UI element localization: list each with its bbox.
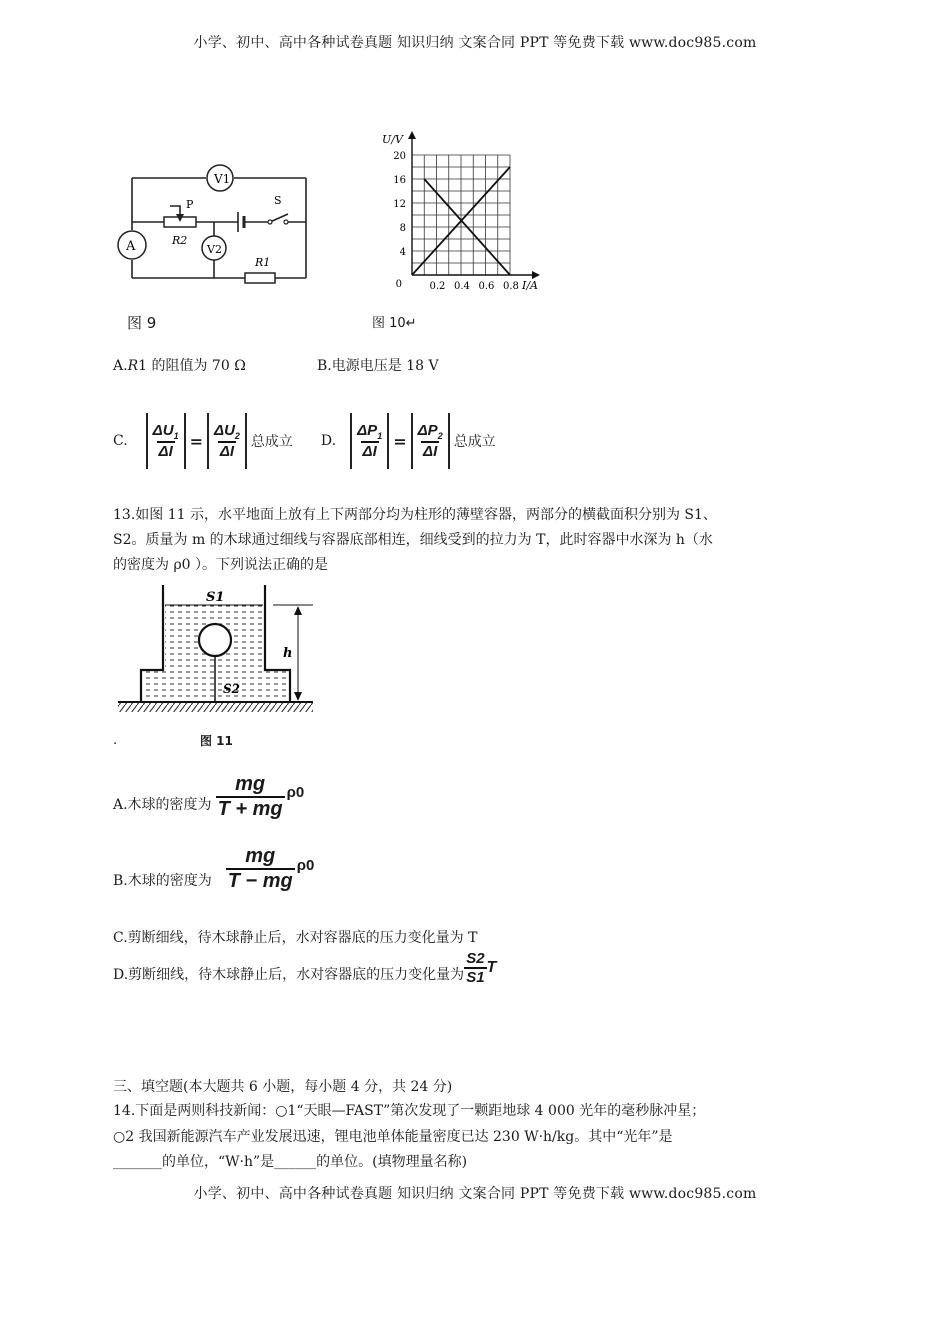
- y-tick-label: 20: [393, 151, 406, 162]
- fig10-caption: 图 10↵: [372, 316, 417, 331]
- label-v1: V1: [214, 172, 231, 186]
- y-axis-arrow: [408, 131, 416, 139]
- section-3-title: 三、填空题(本大题共 6 小题，每小题 4 分，共 24 分): [113, 1079, 453, 1095]
- q13-line-2: S2。质量为 m 的木球通过细线与容器底部相连，细线受到的拉力为 T，此时容器中水深为 h（水: [113, 532, 713, 548]
- q13-option-c: C.剪断细线，待木球静止后，水对容器底的压力变化量为 T: [113, 930, 478, 946]
- label-p: P: [186, 198, 194, 211]
- fig9-caption: 图 9: [127, 314, 157, 332]
- q13-line-1: 13.如图 11 示，水平地面上放有上下两部分均为柱形的薄壁容器，两部分的横截面积分别为 S1、: [113, 507, 717, 523]
- container-diagram-fig11: [113, 585, 323, 717]
- q13-option-d: D.剪断细线，待木球静止后，水对容器底的压力变化量为 $\frac{S2}{S1}$ T: [113, 950, 497, 986]
- label-a: A: [126, 239, 136, 254]
- q13-option-a: A.木球的密度为 $\frac{mg}{T + mg}$ ρ0: [113, 773, 305, 820]
- q12-option-c: C. $\frac{\Delta U_1}{\Delta I}$ = $\frac{\Delta U_2}{\Delta I}$ 总成立 D. $\frac{\Delta P_1}{\Delta I}$ = $\frac{\Delta P_2}{\Delta I}$ 总成立: [113, 413, 496, 469]
- origin-label: 0: [395, 279, 402, 290]
- page-header: 小学、初中、高中各种试卷真题 知识归纳 文案合同 PPT 等免费下载 www.doc985.com: [193, 35, 757, 51]
- q13-line-3: 的密度为 ρ0 ）。下列说法正确的是: [113, 557, 329, 573]
- fig11-caption: 图 11: [200, 734, 233, 748]
- label-s2: S2: [223, 682, 241, 696]
- q13-option-b: B.木球的密度为 $\frac{mg}{T - mg}$ ρ0: [113, 845, 315, 892]
- y-tick-label: 8: [399, 223, 406, 234]
- stray-dot: .: [113, 733, 118, 748]
- x-tick-label: 0.6: [478, 281, 495, 292]
- label-s1: S1: [206, 590, 225, 605]
- ui-graph-fig10: [370, 120, 560, 295]
- x-tick-label: 0.4: [454, 281, 470, 292]
- x-tick-label: 0.2: [429, 281, 446, 292]
- label-r1: R1: [255, 256, 271, 269]
- y-tick-label: 12: [393, 199, 406, 210]
- y-tick-label: 4: [399, 247, 406, 258]
- q12-option-b: B.电源电压是 18 V: [317, 358, 439, 374]
- label-v2: V2: [207, 243, 222, 256]
- y-tick-label: 16: [393, 175, 406, 186]
- y-axis-label: U/V: [382, 133, 403, 146]
- page-footer: 小学、初中、高中各种试卷真题 知识归纳 文案合同 PPT 等免费下载 www.doc985.com: [193, 1186, 757, 1202]
- q14-line-2: ○2 我国新能源汽车产业发展迅速，锂电池单体能量密度已达 230 W·h/kg。其中“光年”是: [113, 1129, 673, 1145]
- x-axis-arrow: [532, 271, 540, 279]
- graph-grid: [412, 155, 510, 275]
- q12-option-a: A.R1 的阻值为 70 Ω: [113, 358, 246, 374]
- x-tick-label: 0.8: [503, 281, 519, 292]
- label-h: h: [283, 646, 293, 661]
- q14-line-3: _______的单位，“W·h”是______的单位。(填物理量名称): [113, 1154, 468, 1170]
- label-s: S: [274, 194, 282, 207]
- label-r2: R2: [172, 234, 188, 247]
- wooden-ball-icon: [199, 624, 231, 656]
- x-axis-label: I/A: [522, 279, 538, 292]
- q14-line-1: 14.下面是两则科技新闻：○1“天眼—FAST”第次发现了一颗距地球 4 000 光年的毫秒脉冲星；: [113, 1103, 706, 1119]
